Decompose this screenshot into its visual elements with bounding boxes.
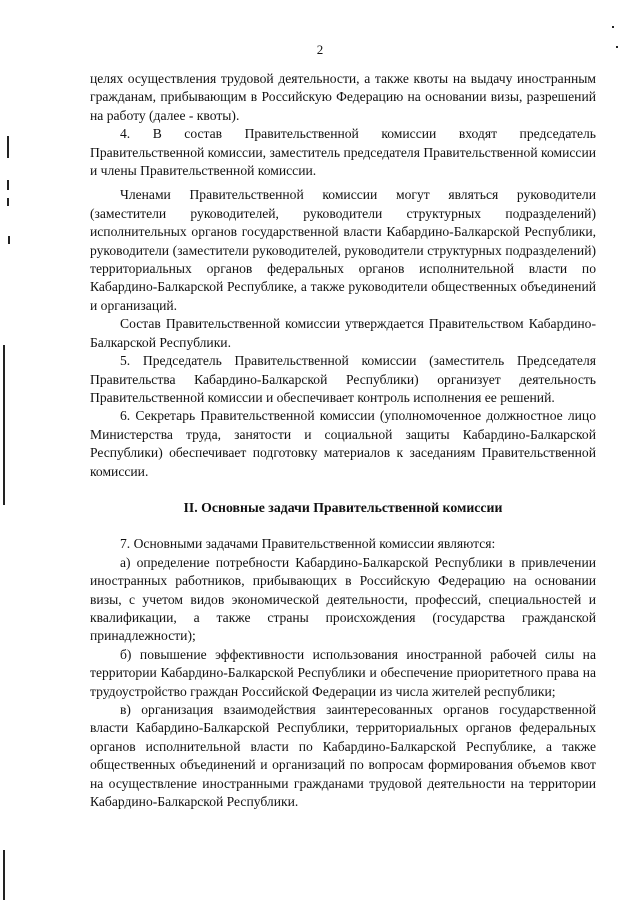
paragraph: Состав Правительственной комиссии утверждается Правительством Кабардино-Балкарской Республики. <box>90 316 596 350</box>
scan-mark <box>3 850 5 900</box>
scan-mark <box>7 136 9 158</box>
scan-mark <box>612 26 614 28</box>
scan-mark <box>7 180 9 190</box>
section-heading: II. Основные задачи Правительственной комиссии <box>183 499 503 515</box>
paragraph: целях осуществления трудовой деятельности, а также квоты на выдачу иностранным гражданам, прибывающим в Российскую Федерацию на основании визы, разрешений на работу (далее - квоты). <box>90 71 596 123</box>
paragraph: 4. В состав Правительственной комиссии входят председатель Правительственной комиссии, заместитель председателя Правительственной комиссии и члены Правительственной комиссии. <box>90 126 596 179</box>
scan-mark <box>3 345 5 505</box>
paragraph: 6. Секретарь Правительственной комиссии (уполномоченное должностное лицо Министерства труда, занятости и социальной защиты Кабардино-Балкарской Республики) обеспечивает подготовку материалов к заседаниям Правительственной комиссии. <box>90 408 596 479</box>
paragraph: а) определение потребности Кабардино-Балкарской Республики в привлечении иностранных работников, прибывающих в Российскую Федерацию на основании визы, с учетом видов экономической деятельности, профессий, специальностей и квалификации, а также страны происхождения (государства гражданской принадлежности); <box>90 554 596 644</box>
paragraph: 5. Председатель Правительственной комиссии (заместитель Председателя Правительства Кабардино-Балкарской Республики) организует деятельность Правительственной комиссии и обеспечивает контроль исполнения ее решений. <box>90 353 596 405</box>
paragraph: Членами Правительственной комиссии могут являться руководители (заместители руководителей, руководители структурных подразделений) исполнительных органов государственной власти Кабардино-Балкарской Республики, руководители (заместители руководителей, руководители структурных подразделений) территориальных органов федеральных органов исполнительной власти по Кабардино-Балкарской Республике, а также руководители общественных объединений и организаций. <box>90 187 596 313</box>
paragraph: 7. Основными задачами Правительственной комиссии являются: <box>120 536 496 552</box>
document-body <box>90 70 596 811</box>
scan-mark <box>616 46 618 48</box>
scan-mark <box>7 198 9 206</box>
paragraph: в) организация взаимодействия заинтересованных органов государственной власти Кабардино-Балкарской Республики, территориальных органов федеральных органов исполнительной власти по Кабардино-Балкарской Республике, а также общественных объединений и организаций по вопросам формирования объемов квот на осуществление иностранными гражданами трудовой деятельности на территории Кабардино-Балкарской Республики. <box>90 702 596 810</box>
page-number: 2 <box>316 42 324 57</box>
scan-mark <box>8 236 10 244</box>
paragraph: б) повышение эффективности использования иностранной рабочей силы на территории Кабардино-Балкарской Республики и обеспечение приоритетного права на трудоустройство граждан Российской Федерации из числа жителей республики; <box>90 646 596 699</box>
